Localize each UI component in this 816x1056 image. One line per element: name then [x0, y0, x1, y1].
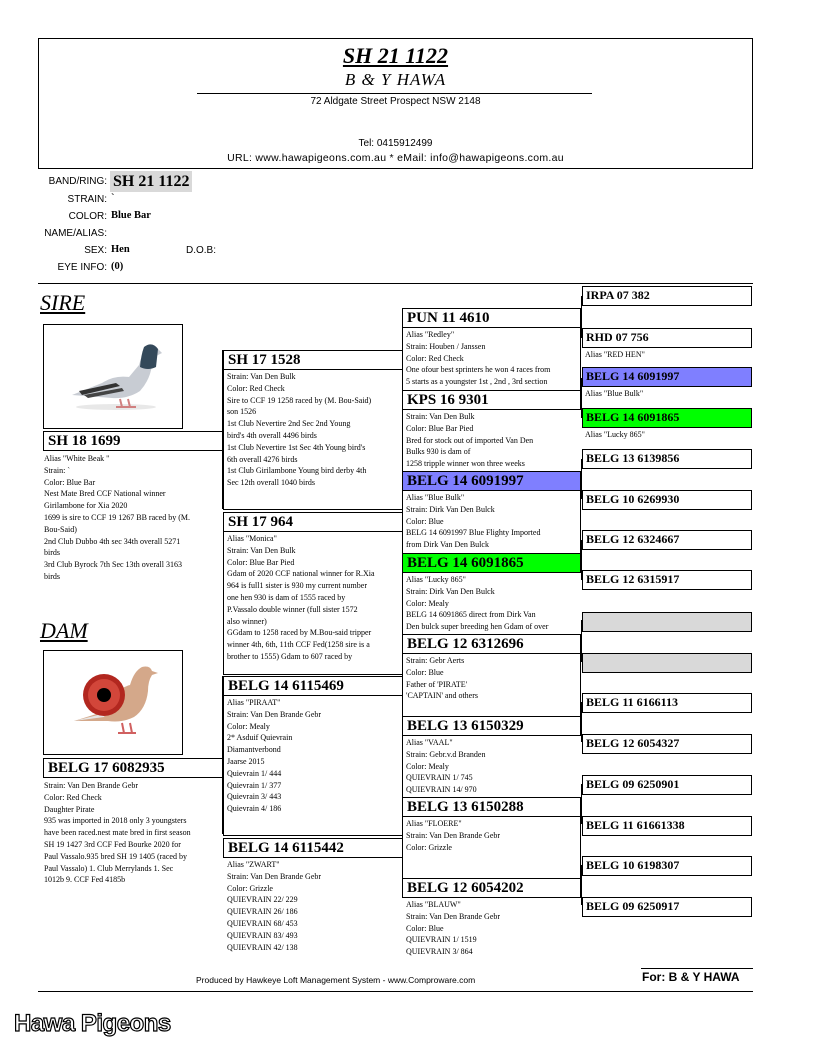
description-line: Color: Grizzle: [227, 883, 273, 893]
description-line: 2nd Club Dubbo 4th sec 34th overall 5271: [44, 536, 181, 546]
description-line: Sec 12th overall 1040 birds: [227, 478, 315, 488]
gen4-band: BELG 12 6324667: [586, 532, 680, 546]
description-line: winner 4th, 6th, 11th CCF Fed(1258 sire is a: [227, 640, 370, 650]
description-line: Color: Mealy: [227, 721, 270, 731]
telephone: Tel: 0415912499: [358, 138, 433, 149]
gen4-band: BELG 14 6091997: [586, 369, 680, 383]
strain-label: STRAIN:: [67, 194, 107, 205]
description-line: QUIEVRAIN 14/ 970: [406, 785, 477, 795]
gen4-band: IRPA 07 382: [586, 288, 650, 302]
gen3-description: [406, 411, 533, 470]
gen4-band-box[interactable]: [582, 897, 752, 917]
dam-band-box[interactable]: [43, 758, 223, 778]
description-line: One ofour best sprinters he won 4 races from: [406, 365, 551, 375]
description-line: Bou-Said): [44, 524, 77, 534]
gen3-band-box[interactable]: [402, 716, 581, 736]
description-line: Color: Grizzle: [406, 842, 452, 852]
dob-label: D.O.B:: [185, 245, 216, 256]
description-line: Quievrain 3/ 443: [227, 792, 282, 802]
gen2-band-box[interactable]: [223, 512, 403, 532]
description-line: QUIEVRAIN 42/ 138: [227, 942, 298, 952]
sire-heading: SIRE: [40, 290, 86, 315]
description-line: Den bulck super breeding hen Gdam of over: [406, 622, 549, 632]
description-line: Father of 'PIRATE': [406, 679, 468, 689]
gen2-description: [227, 533, 375, 663]
description-line: Strain: Van Den Brande Gebr: [44, 781, 139, 790]
description-line: one hen 930 is dam of 1555 raced by: [227, 592, 346, 602]
sire-photo: [43, 324, 183, 429]
gen3-band: BELG 13 6150329: [407, 718, 524, 734]
description-line: Strain: Van Den Brande Gebr: [227, 871, 322, 881]
gen2-band-box[interactable]: [223, 350, 403, 370]
gen3-description: [406, 818, 500, 853]
description-line: Strain: Van Den Brande Gebr: [227, 709, 322, 719]
watermark-logo: Hawa Pigeons: [14, 1010, 171, 1037]
description-line: 2* Asduif Quievrain: [227, 733, 293, 743]
description-line: Quievrain 1/ 377: [227, 780, 282, 790]
gen4-band: BELG 10 6198307: [586, 858, 680, 872]
color-label: COLOR:: [68, 211, 107, 222]
description-line: Paul Vassalo.935 bred SH 19 1405 (raced by: [44, 851, 187, 861]
gen3-band-box[interactable]: [402, 471, 581, 491]
description-line: QUIEVRAIN 83/ 493: [227, 930, 298, 940]
gen2-band: SH 17 1528: [228, 352, 301, 368]
description-line: Nest Mate Bred CCF National winner: [44, 489, 166, 499]
description-line: 1st Club Girilambone Young bird derby 4th: [227, 466, 367, 476]
gen4-band: BELG 11 61661338: [586, 818, 685, 832]
description-line: Alias "Blue Bulk": [406, 493, 465, 502]
description-line: Bulks 930 is dam of: [406, 447, 471, 457]
description-line: Alias "Redley": [406, 330, 455, 339]
description-line: Strain: Gebr Aerts: [406, 656, 465, 665]
description-line: Strain: Gebr.v.d Branden: [406, 749, 486, 759]
description-line: Alias "Lucky 865": [406, 575, 466, 584]
gen2-band: SH 17 964: [228, 514, 294, 530]
gen4-band: BELG 12 6054327: [586, 736, 680, 750]
description-line: Diamantverbond: [227, 745, 281, 755]
sire-description: [44, 453, 190, 583]
gen3-description: [406, 492, 540, 551]
pigeon-red-check-with-eye-image: [44, 651, 182, 754]
description-line: Color: Mealy: [406, 761, 449, 771]
gen3-description: [406, 655, 478, 702]
gen3-band-box[interactable]: [402, 634, 581, 654]
dam-description: [44, 780, 191, 886]
description-line: 1st Club Nevertire 2nd Sec 2nd Young: [227, 419, 351, 429]
gen4-band-box[interactable]: [582, 367, 752, 387]
description-line: Alias "FLOERE": [406, 819, 462, 828]
description-line: 3rd Club Byrock 7th Sec 13th overall 3163: [44, 560, 182, 570]
sex-label: SEX:: [84, 245, 107, 256]
pigeon-blue-bar-image: [44, 325, 182, 428]
dam-band: BELG 17 6082935: [48, 760, 165, 776]
gen3-band-box[interactable]: [402, 797, 581, 817]
description-line: BELG 14 6091997 Blue Flighty Imported: [406, 528, 541, 538]
color-value: Blue Bar: [111, 210, 151, 221]
description-line: SH 19 1427 3rd CCF Fed Bourke 2020 for: [44, 839, 181, 849]
description-line: BELG 14 6091865 direct from Dirk Van: [406, 610, 536, 620]
gen4-empty-box[interactable]: [582, 653, 752, 673]
description-line: QUIEVRAIN 3/ 864: [406, 947, 473, 957]
description-line: Alias "VAAL": [406, 738, 453, 747]
description-line: Color: Blue Bar: [44, 477, 96, 487]
gen3-description: [406, 899, 500, 958]
gen4-band: BELG 14 6091865: [586, 410, 680, 424]
description-line: birds: [44, 571, 60, 581]
description-line: Strain: Van Den Bulk: [227, 545, 296, 555]
gen3-description: [406, 737, 485, 796]
description-line: 935 was imported in 2018 only 3 youngsters: [44, 816, 187, 826]
description-line: 1st Club Nevertire 1st Sec 4th Young bird's: [227, 442, 366, 452]
description-line: Quievrain 1/ 444: [227, 768, 282, 778]
gen3-band: KPS 16 9301: [407, 392, 489, 408]
url-email: URL: www.hawapigeons.com.au * eMail: info@hawapigeons.com.au: [227, 152, 564, 164]
gen4-band: RHD 07 756: [586, 330, 649, 344]
gen3-band-box[interactable]: [402, 553, 581, 573]
sire-band: SH 18 1699: [48, 433, 121, 449]
description-line: Strain: Dirk Van Den Bulck: [406, 504, 495, 514]
gen4-band: BELG 11 6166113: [586, 695, 679, 709]
description-line: Strain: Van Den Brande Gebr: [406, 830, 501, 840]
eye-value: (0): [111, 261, 124, 272]
gen3-description: [406, 574, 548, 633]
description-line: QUIEVRAIN 22/ 229: [227, 895, 298, 905]
band-label: BAND/RING:: [48, 176, 107, 187]
gen2-description: [227, 697, 321, 815]
gen4-alias: Alias "Blue Bulk": [585, 389, 644, 398]
gen3-band-box[interactable]: [402, 390, 581, 410]
description-line: Quievrain 4/ 186: [227, 804, 282, 814]
description-line: QUIEVRAIN 1/ 745: [406, 773, 473, 783]
description-line: Gdam of 2020 CCF national winner for R.Xia: [227, 569, 375, 579]
band-value: SH 21 1122: [110, 171, 192, 192]
gen4-alias: Alias "Lucky 865": [585, 430, 645, 439]
description-line: Jaarse 2015: [227, 756, 265, 766]
description-line: 1699 is sire to CCF 19 1267 BB raced by (M.: [44, 512, 190, 522]
description-line: Color: Blue: [406, 516, 444, 526]
eye-label: EYE INFO:: [57, 262, 107, 273]
description-line: Daughter Pirate: [44, 804, 95, 814]
description-line: GGdam to 1258 raced by M.Bou-said tripper: [227, 628, 372, 638]
description-line: Color: Red Check: [227, 383, 285, 393]
description-line: 'CAPTAIN' and others: [406, 691, 479, 701]
description-line: QUIEVRAIN 1/ 1519: [406, 935, 477, 945]
description-line: 5 starts as a youngster 1st , 2nd , 3rd section: [406, 377, 548, 387]
footer-divider: [38, 991, 753, 992]
gen3-band: BELG 14 6091997: [407, 473, 524, 489]
description-line: P.Vassalo double winner (full sister 1572: [227, 604, 358, 614]
gen4-alias: Alias "RED HEN": [585, 350, 645, 359]
gen3-band: BELG 14 6091865: [407, 555, 524, 571]
gen3-description: [406, 329, 550, 388]
gen3-band-box[interactable]: [402, 878, 581, 898]
owner-name: B & Y HAWA: [344, 70, 447, 89]
description-line: Color: Blue: [406, 923, 444, 933]
gen4-band: BELG 12 6315917: [586, 572, 680, 586]
description-line: Paul Vassalo) 1. Club Merrylands 1. Sec: [44, 863, 174, 873]
gen4-band-box[interactable]: [582, 449, 752, 469]
description-line: Bred for stock out of imported Van Den: [406, 435, 534, 445]
description-line: Color: Blue Bar Pied: [406, 423, 474, 433]
gen4-band-box[interactable]: [582, 734, 752, 754]
gen4-band: BELG 09 6250901: [586, 777, 680, 791]
description-line: 1258 tripple winner won three weeks: [406, 459, 525, 469]
description-line: Color: Red Check: [44, 792, 102, 802]
gen4-band-box[interactable]: [582, 408, 752, 428]
description-line: 964 is full1 sister is 930 my current number: [227, 581, 367, 591]
info-divider: [38, 283, 753, 284]
description-line: from Dirk Van Den Bulck: [406, 540, 489, 550]
gen4-band-box[interactable]: [582, 693, 752, 713]
gen2-description: [227, 371, 371, 489]
produced-by: Produced by Hawkeye Loft Management System - www.Comproware.com: [196, 975, 476, 985]
description-line: also winner): [227, 616, 267, 626]
gen4-band: BELG 13 6139856: [586, 451, 680, 465]
description-line: Alias "BLAUW": [406, 900, 461, 909]
alias-label: NAME/ALIAS:: [44, 228, 107, 239]
gen2-band: BELG 14 6115442: [228, 840, 344, 856]
gen4-band: BELG 10 6269930: [586, 492, 680, 506]
description-line: 6th overall 4276 birds: [227, 454, 298, 464]
description-line: Alias "PIRAAT": [227, 698, 281, 707]
gen2-band-box[interactable]: [223, 676, 403, 696]
gen2-band: BELG 14 6115469: [228, 678, 344, 694]
sire-band-box[interactable]: [43, 431, 223, 451]
for-divider: [641, 968, 753, 969]
description-line: Strain: Van Den Bulk: [227, 372, 296, 381]
gen3-band: PUN 11 4610: [407, 310, 490, 326]
strain-value: `: [111, 193, 115, 204]
header-box: [38, 38, 753, 169]
description-line: Sire to CCF 19 1258 raced by (M. Bou-Said): [227, 395, 372, 405]
dam-heading: DAM: [40, 618, 88, 643]
gen4-band-box[interactable]: [582, 775, 752, 795]
description-line: son 1526: [227, 407, 257, 417]
gen3-band-box[interactable]: [402, 308, 581, 328]
gen3-band: BELG 13 6150288: [407, 799, 524, 815]
description-line: bird's 4th overall 4496 birds: [227, 430, 317, 440]
description-line: Color: Blue Bar Pied: [227, 557, 295, 567]
address: 72 Aldgate Street Prospect NSW 2148: [310, 96, 481, 107]
description-line: Color: Blue: [406, 667, 444, 677]
gen4-band-box[interactable]: [582, 530, 752, 550]
description-line: have been raced.nest mate bred in first season: [44, 828, 191, 838]
gen2-band-box[interactable]: [223, 838, 403, 858]
description-line: Strain: Van Den Bulk: [406, 412, 475, 421]
gen4-band: BELG 09 6250917: [586, 899, 680, 913]
description-line: QUIEVRAIN 26/ 186: [227, 907, 298, 917]
description-line: QUIEVRAIN 68/ 453: [227, 918, 298, 928]
description-line: brother to 1555) Gdam to 607 raced by: [227, 651, 353, 661]
description-line: Color: Mealy: [406, 598, 449, 608]
page-title: SH 21 1122: [342, 43, 449, 68]
description-line: Strain: `: [44, 465, 70, 475]
gen4-band-box[interactable]: [582, 816, 752, 836]
description-line: 1012b 9. CCF Fed 4185b: [44, 875, 126, 885]
description-line: Strain: Van Den Brande Gebr: [406, 911, 501, 921]
gen4-band-box[interactable]: [582, 490, 752, 510]
description-line: Strain: Houben / Janssen: [406, 341, 486, 351]
description-line: Color: Red Check: [406, 353, 464, 363]
description-line: Alias "Monica": [227, 534, 277, 543]
description-line: Strain: Dirk Van Den Bulck: [406, 586, 495, 596]
gen4-band-box[interactable]: [582, 328, 752, 348]
description-line: Alias "White Beak ": [44, 454, 110, 463]
sex-value: Hen: [111, 244, 130, 255]
description-line: birds: [44, 548, 60, 558]
dam-photo: [43, 650, 183, 755]
for-owner: For: B & Y HAWA: [642, 970, 740, 984]
gen4-empty-box[interactable]: [582, 612, 752, 632]
header-divider: [197, 93, 592, 94]
gen2-description: [227, 859, 321, 953]
gen3-band: BELG 12 6054202: [407, 880, 524, 896]
description-line: Alias "ZWART": [227, 860, 280, 869]
description-line: Girilambone for Xia 2020: [44, 501, 128, 511]
gen3-band: BELG 12 6312696: [407, 636, 524, 652]
gen4-band-box[interactable]: [582, 286, 752, 306]
gen4-band-box[interactable]: [582, 856, 752, 876]
gen4-band-box[interactable]: [582, 570, 752, 590]
